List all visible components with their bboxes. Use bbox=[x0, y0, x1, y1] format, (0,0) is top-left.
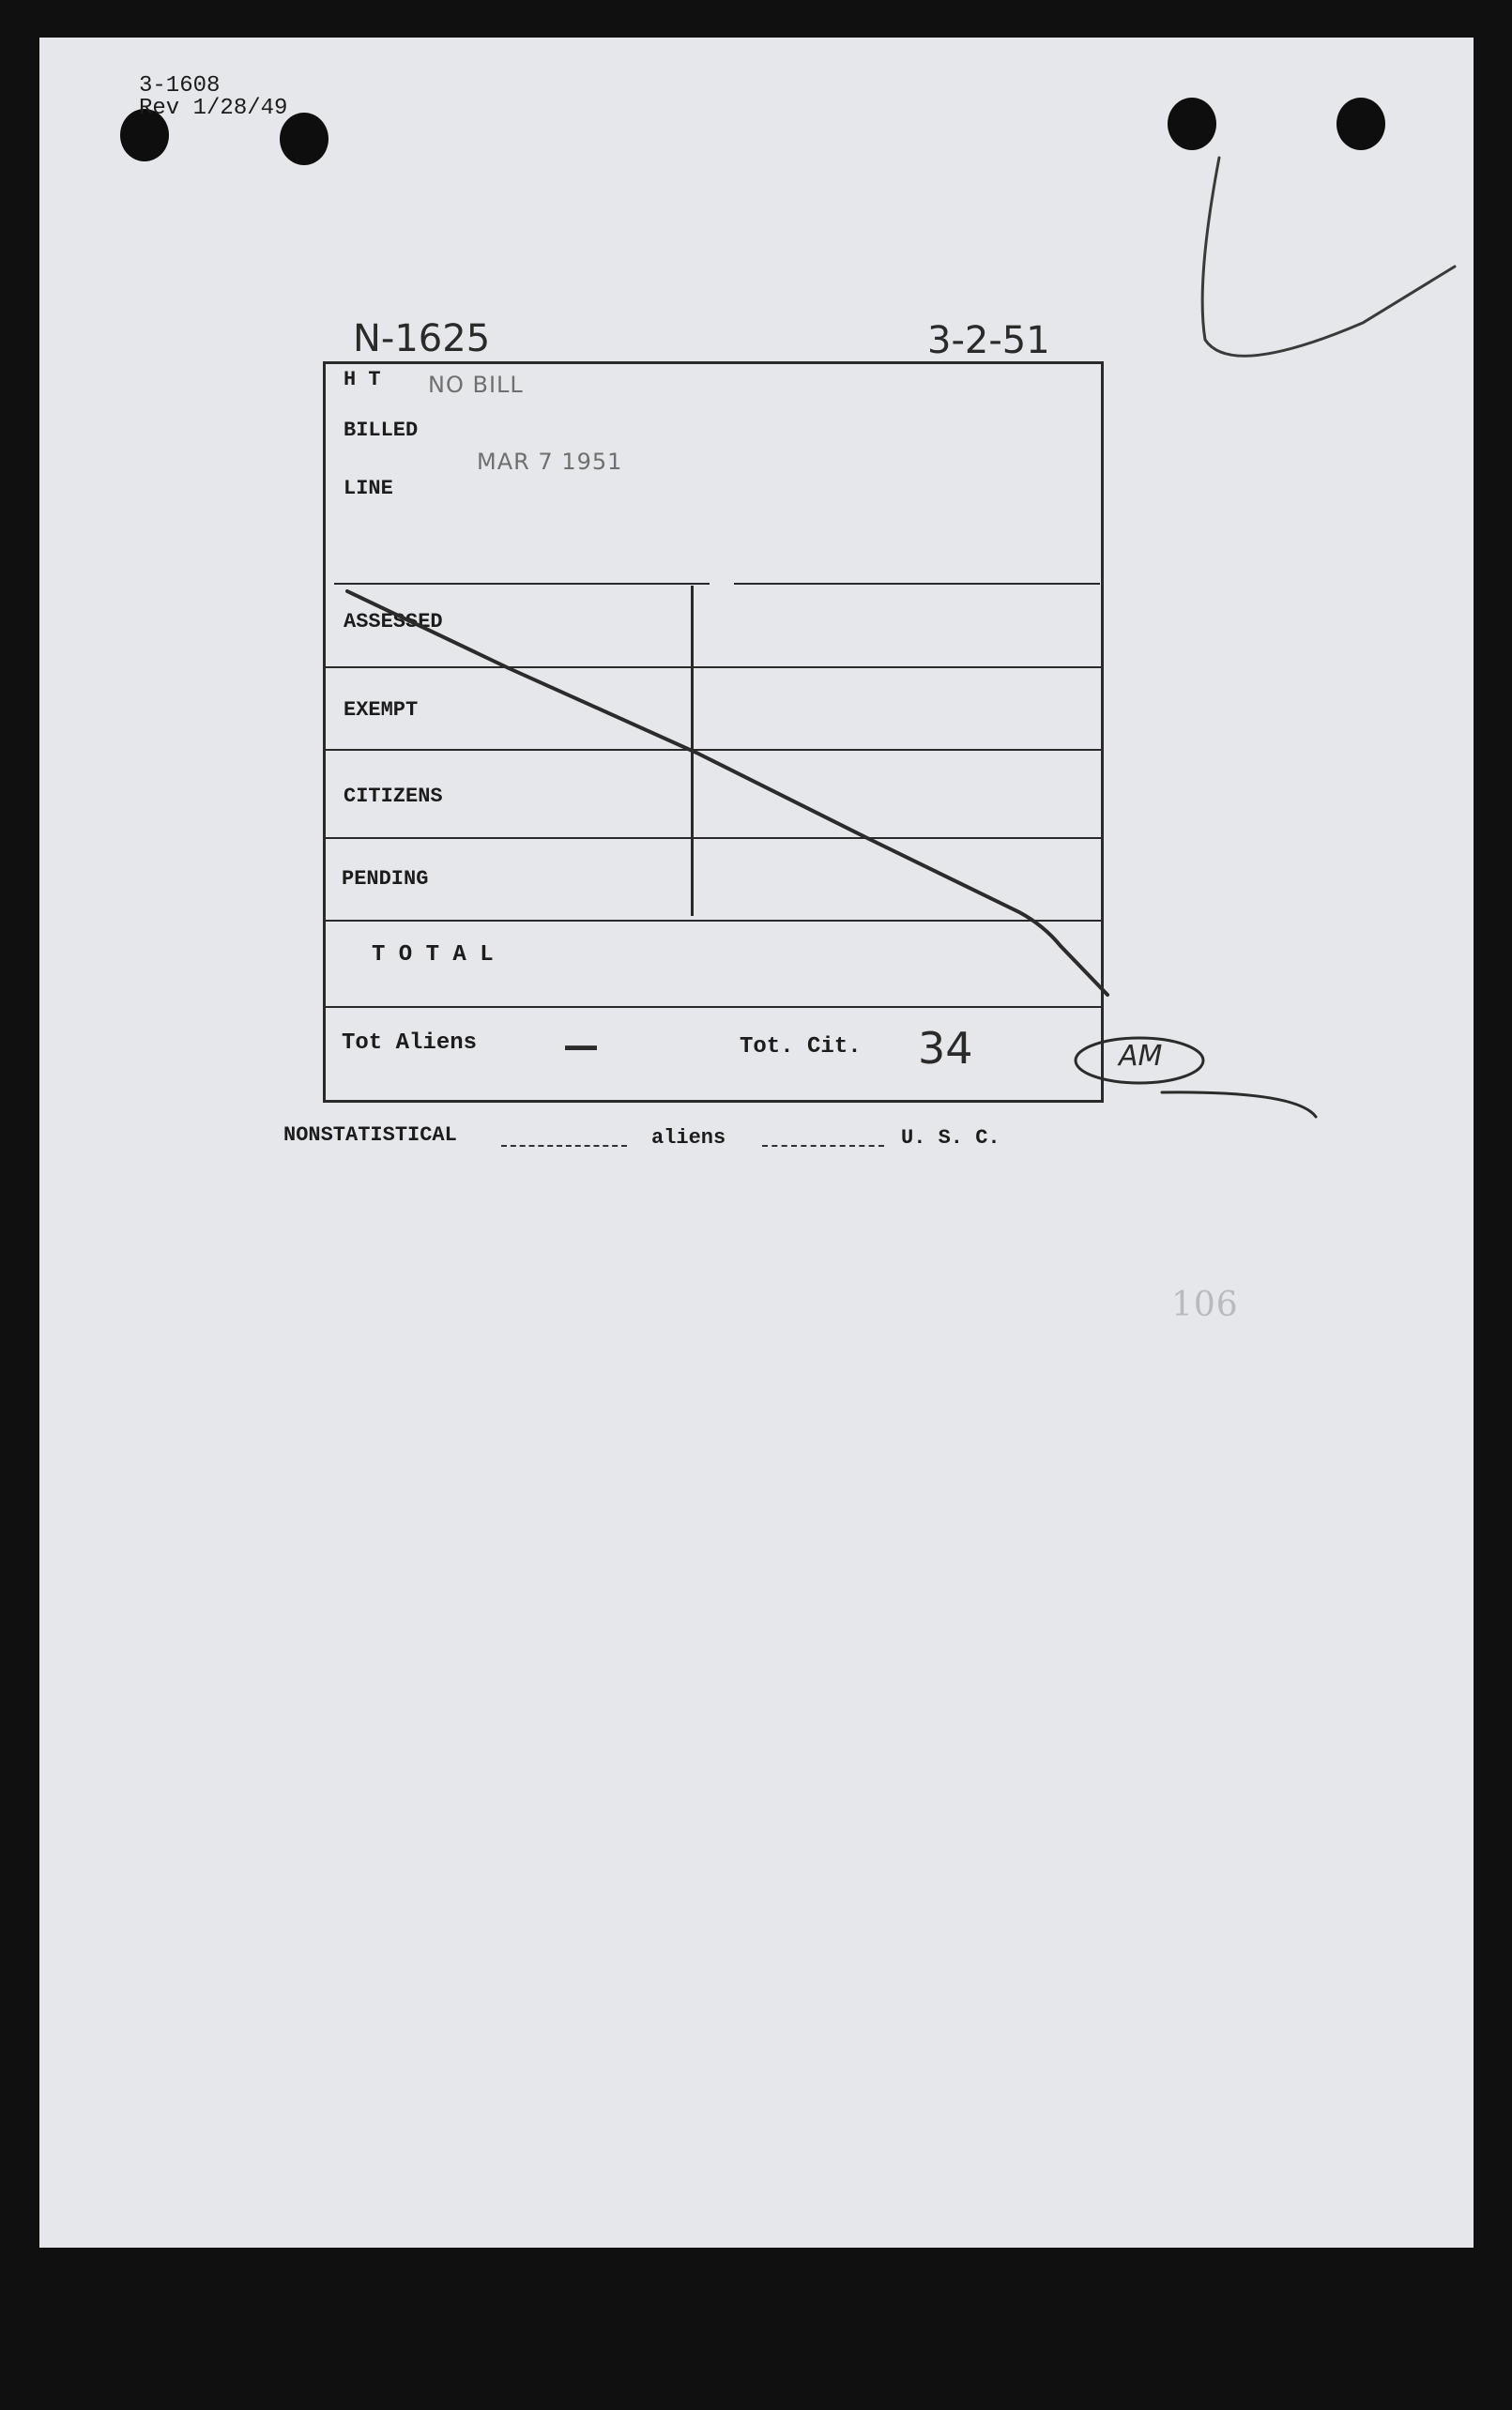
tot-aliens-label: Tot Aliens bbox=[342, 1030, 478, 1056]
form-number: 3-1608 bbox=[139, 73, 221, 99]
margin-check-mark bbox=[1202, 158, 1455, 356]
ht-stamp: NO BILL bbox=[428, 372, 524, 398]
nonstatistical-label: NONSTATISTICAL bbox=[283, 1123, 457, 1147]
billed-label: BILLED bbox=[344, 419, 419, 442]
initials-circle bbox=[1076, 1038, 1203, 1083]
total-label: T O T A L bbox=[372, 942, 494, 968]
aliens-label: aliens bbox=[651, 1126, 726, 1150]
document-page bbox=[39, 38, 1474, 2248]
tot-aliens-value: — bbox=[563, 1025, 599, 1066]
page-number: 106 bbox=[1171, 1286, 1239, 1324]
initials-tail bbox=[1162, 1092, 1316, 1117]
row-label-citizens: CITIZENS bbox=[344, 785, 443, 808]
billed-stamp: MAR 7 1951 bbox=[477, 449, 623, 475]
form-revision: Rev 1/28/49 bbox=[139, 96, 288, 121]
ht-label: H T bbox=[344, 368, 381, 391]
tot-cit-value: 34 bbox=[918, 1023, 973, 1074]
row-label-pending: PENDING bbox=[342, 867, 429, 891]
initials: AM bbox=[1119, 1040, 1163, 1073]
line-label: LINE bbox=[344, 477, 393, 500]
pen-marks bbox=[39, 38, 1474, 2248]
row-label-assessed: ASSESSED bbox=[344, 610, 443, 633]
row-label-exempt: EXEMPT bbox=[344, 698, 419, 722]
record-number: N-1625 bbox=[353, 317, 491, 360]
tot-cit-label: Tot. Cit. bbox=[740, 1034, 862, 1060]
usc-label: U. S. C. bbox=[901, 1126, 1000, 1150]
record-date: 3-2-51 bbox=[927, 319, 1050, 362]
cancel-strike bbox=[347, 591, 1107, 995]
